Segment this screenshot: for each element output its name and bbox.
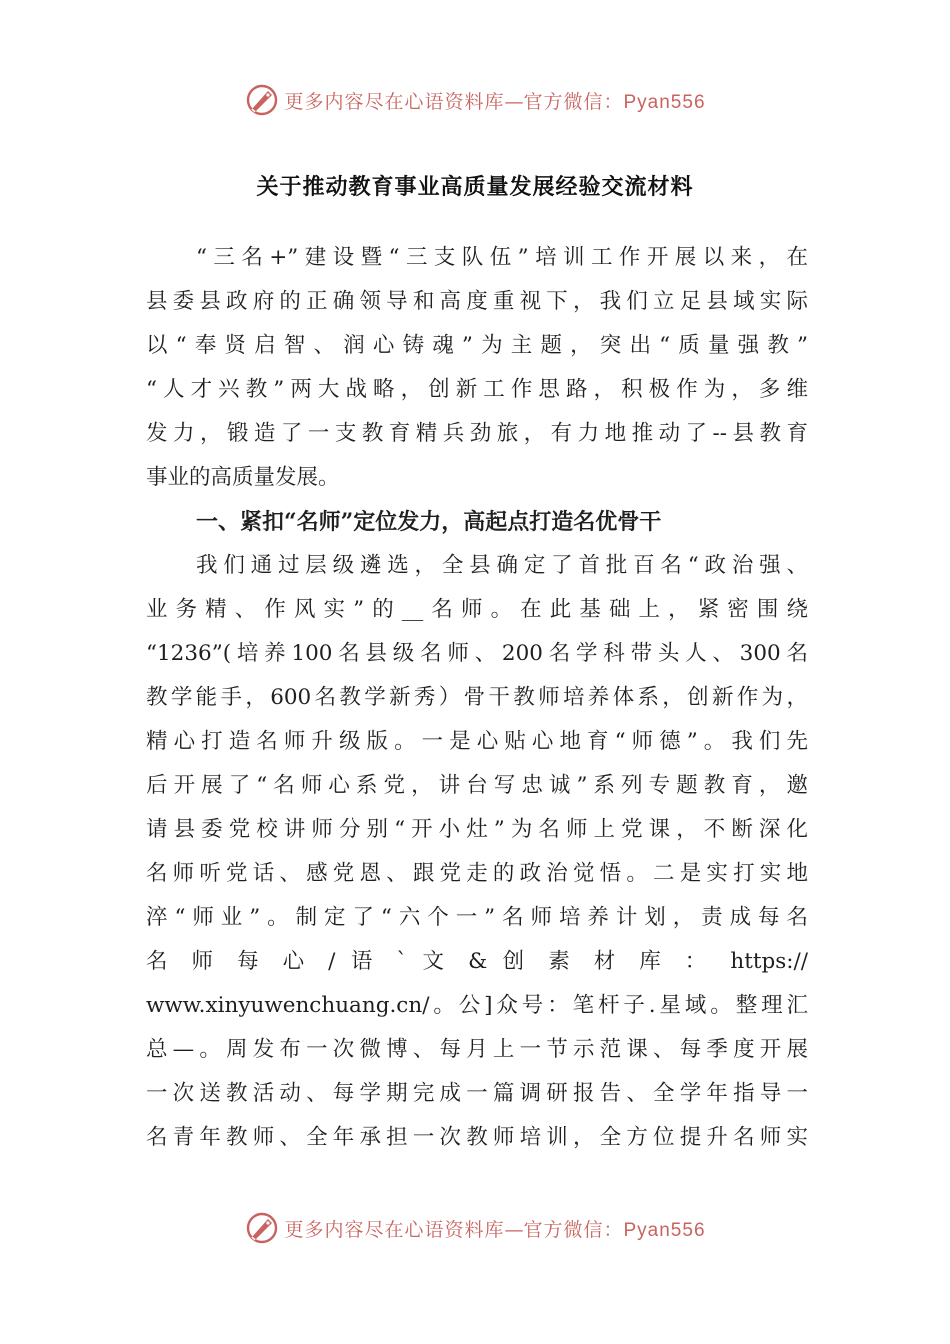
body-text-line: 淬“师业”。制定了“六个一”名师培养计划，责成每名 [146, 905, 808, 930]
body-text-line: 事业的高质量发展。 [146, 465, 340, 490]
body-text-line: “三名+”建设暨“三支队伍”培训工作开展以来，在 [196, 245, 808, 270]
body-text-line: 后开展了“名师心系党，讲台写忠诚”系列专题教育，邀 [146, 773, 808, 798]
body-text-line: 请县委党校讲师分别“开小灶”为名师上党课，不断深化 [146, 817, 808, 842]
body-text-line: 名师听党话、感党恩、跟党走的政治觉悟。二是实打实地 [146, 861, 808, 886]
header-watermark [0, 80, 950, 120]
body-text-line: 以“奉贤启智、润心铸魂”为主题，突出“质量强教” [146, 333, 808, 358]
body-text-line: 教学能手，600名教学新秀）骨干教师培养体系，创新作为， [146, 685, 808, 710]
body-text-line: “人才兴教”两大战略，创新工作思路，积极作为，多维 [146, 377, 808, 402]
body-text-line: 我们通过层级遴选，全县确定了首批百名“政治强、 [196, 553, 808, 578]
body-text-line: 名青年教师、全年承担一次教师培训，全方位提升名师实 [146, 1125, 808, 1150]
body-text-line: “1236”(培养100名县级名师、200名学科带头人、300名 [146, 641, 808, 666]
body-text-line: 一次送教活动、每学期完成一篇调研报告、全学年指导一 [146, 1081, 808, 1106]
body-text-line: 县委县政府的正确领导和高度重视下，我们立足县域实际 [146, 289, 808, 314]
body-text-line: 业务精、作风实”的__名师。在此基础上，紧密围绕 [146, 597, 808, 622]
body-text-line: 发力，锻造了一支教育精兵劲旅，有力地推动了--县教育 [146, 421, 808, 446]
pen-nib-circle-icon [244, 82, 280, 118]
pen-nib-circle-icon [244, 1210, 280, 1246]
document-title: 关于推动教育事业高质量发展经验交流材料 [256, 174, 694, 200]
watermark-text: 更多内容尽在心语资料库—官方微信：Pyan556 [284, 1218, 706, 1241]
footer-watermark [0, 1208, 950, 1248]
body-text-line: www.xinyuwenchuang.cn/。公]众号：笔杆子.星域。整理汇 [146, 993, 808, 1018]
body-text-line: 总—。周发布一次微博、每月上一节示范课、每季度开展 [146, 1037, 808, 1062]
section-heading: 一、紧扣“名师”定位发力，高起点打造名优骨干 [196, 509, 662, 535]
document-body [146, 236, 808, 1160]
watermark-text: 更多内容尽在心语资料库—官方微信：Pyan556 [284, 90, 706, 113]
body-text-line: 名 师 每 心 / 语 ` 文 & 创 素 材 库 ： https:// [146, 949, 808, 974]
body-text-line: 精心打造名师升级版。一是心贴心地育“师德”。我们先 [146, 729, 808, 754]
